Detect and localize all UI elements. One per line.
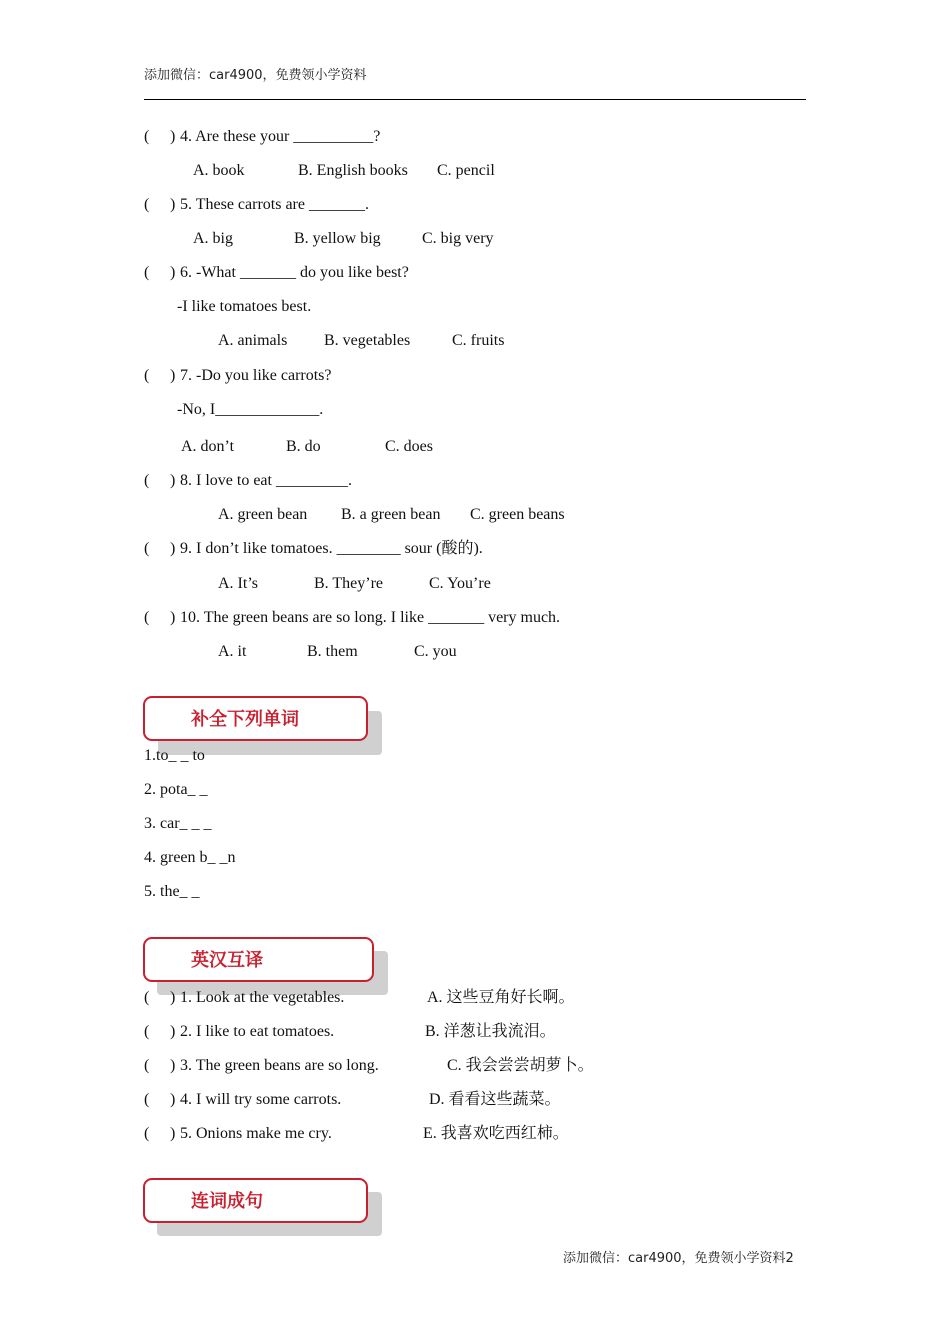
q5-close-paren: ) <box>170 196 176 213</box>
translate-row-4-open-paren: ( <box>144 1091 150 1108</box>
translate-row-2-open-paren: ( <box>144 1023 150 1040</box>
translate-row-3-en: 3. The green beans are so long. <box>180 1057 379 1074</box>
q5-option-c: C. big very <box>422 230 494 247</box>
translate-row-2-zh: B. 洋葱让我流泪。 <box>425 1023 556 1040</box>
q8-open-paren: ( <box>144 472 150 489</box>
q5-option-a: A. big <box>193 230 233 247</box>
translate-row-3-close-paren: ) <box>170 1057 176 1074</box>
translate-row-5-close-paren: ) <box>170 1125 176 1142</box>
translate-row-5-zh: E. 我喜欢吃西红柿。 <box>423 1125 569 1142</box>
translate-row-4-close-paren: ) <box>170 1091 176 1108</box>
header-divider <box>144 99 806 100</box>
translate-row-4-en: 4. I will try some carrots. <box>180 1091 342 1108</box>
q7-option-b: B. do <box>286 438 321 455</box>
header-text: 添加微信：car4900，免费领小学资料 <box>144 68 367 83</box>
translate-row-1-zh: A. 这些豆角好长啊。 <box>427 989 575 1006</box>
q6-option-c: C. fruits <box>452 332 505 349</box>
footer-label: 添加微信：car4900，免费领小学资料 <box>563 1251 786 1266</box>
q10-open-paren: ( <box>144 609 150 626</box>
q4-close-paren: ) <box>170 128 176 145</box>
q6-option-a: A. animals <box>218 332 288 349</box>
q8-stem: 8. I love to eat _________. <box>180 472 352 489</box>
translate-row-2-close-paren: ) <box>170 1023 176 1040</box>
translate-row-4-zh: D. 看看这些蔬菜。 <box>429 1091 561 1108</box>
q4-option-a: A. book <box>193 162 245 179</box>
q4-stem: 4. Are these your __________? <box>180 128 381 145</box>
q9-option-b: B. They’re <box>314 575 384 592</box>
q9-close-paren: ) <box>170 540 176 557</box>
page-number: 2 <box>785 1251 794 1266</box>
q7-line2: -No, I_____________. <box>177 401 324 418</box>
q10-option-b: B. them <box>307 643 358 660</box>
word-item-3: 3. car_ _ _ <box>144 815 212 832</box>
q8-close-paren: ) <box>170 472 176 489</box>
q6-open-paren: ( <box>144 264 150 281</box>
q7-stem: 7. -Do you like carrots? <box>180 367 332 384</box>
translate-row-5-en: 5. Onions make me cry. <box>180 1125 332 1142</box>
q7-close-paren: ) <box>170 367 176 384</box>
section-title: 连词成句 <box>191 1191 263 1212</box>
q9-option-a: A. It’s <box>218 575 258 592</box>
word-item-4: 4. green b_ _n <box>144 849 236 866</box>
translate-row-3-zh: C. 我会尝尝胡萝卜。 <box>447 1057 594 1074</box>
q8-option-c: C. green beans <box>470 506 565 523</box>
q6-close-paren: ) <box>170 264 176 281</box>
q5-open-paren: ( <box>144 196 150 213</box>
q9-open-paren: ( <box>144 540 150 557</box>
translate-row-2-en: 2. I like to eat tomatoes. <box>180 1023 335 1040</box>
q4-option-b: B. English books <box>298 162 408 179</box>
translate-row-3-open-paren: ( <box>144 1057 150 1074</box>
q6-line2: -I like tomatoes best. <box>177 298 312 315</box>
q7-open-paren: ( <box>144 367 150 384</box>
q8-option-a: A. green bean <box>218 506 308 523</box>
translate-row-5-open-paren: ( <box>144 1125 150 1142</box>
q7-option-a: A. don’t <box>181 438 235 455</box>
q5-stem: 5. These carrots are _______. <box>180 196 369 213</box>
q9-stem: 9. I don’t like tomatoes. ________ sour (酸的). <box>180 540 483 557</box>
word-item-1: 1.to_ _ to <box>144 747 205 764</box>
word-item-5: 5. the_ _ <box>144 883 200 900</box>
q8-option-b: B. a green bean <box>341 506 441 523</box>
q10-close-paren: ) <box>170 609 176 626</box>
q10-stem: 10. The green beans are so long. I like _______ very much. <box>180 609 561 626</box>
q6-stem: 6. -What _______ do you like best? <box>180 264 409 281</box>
translate-row-1-open-paren: ( <box>144 989 150 1006</box>
q7-option-c: C. does <box>385 438 433 455</box>
q5-option-b: B. yellow big <box>294 230 381 247</box>
q4-open-paren: ( <box>144 128 150 145</box>
footer-text <box>563 1249 794 1269</box>
translate-row-1-en: 1. Look at the vegetables. <box>180 989 345 1006</box>
q9-option-c: C. You’re <box>429 575 491 592</box>
section-title: 英汉互译 <box>191 950 263 971</box>
translate-row-1-close-paren: ) <box>170 989 176 1006</box>
section-title: 补全下列单词 <box>191 709 299 730</box>
word-item-2: 2. pota_ _ <box>144 781 208 798</box>
q4-option-c: C. pencil <box>437 162 495 179</box>
q10-option-c: C. you <box>414 643 457 660</box>
q6-option-b: B. vegetables <box>324 332 411 349</box>
q10-option-a: A. it <box>218 643 247 660</box>
